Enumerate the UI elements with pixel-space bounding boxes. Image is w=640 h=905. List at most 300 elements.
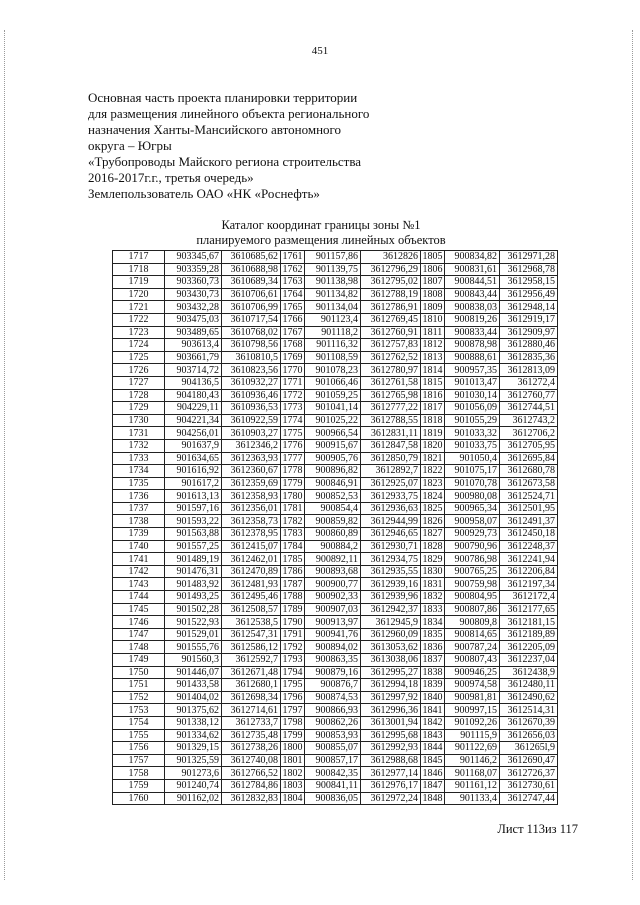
point-number-cell: 1765	[282, 301, 303, 313]
y-coordinate-cell: 3612592,7	[222, 654, 281, 667]
x-coordinate-cell: 901240,74	[165, 779, 222, 792]
x-coordinate-cell: 901597,16	[165, 502, 222, 515]
y-coordinate-cell: 3612747,44	[500, 792, 558, 805]
y-coordinate-cell: 3612850,79	[361, 452, 421, 465]
header-line: округа – Югры	[88, 138, 172, 153]
header-line: для размещения линейного объекта регионального	[88, 106, 370, 121]
point-number-cell: 1824	[422, 490, 443, 502]
x-coordinate-cell: 900807,86	[445, 603, 500, 616]
x-coordinate-cell: 901617,2	[165, 477, 222, 490]
x-coordinate-cell: 901055,29	[445, 414, 500, 427]
y-coordinate-cell: 3612777,22	[361, 402, 421, 415]
point-number-cell: 1771	[282, 377, 303, 389]
header-line: 2016-2017г.г., третья очередь»	[88, 170, 254, 185]
point-number-cell: 1847	[422, 780, 443, 792]
y-coordinate-cell: 3612760,91	[361, 326, 421, 339]
table-row	[113, 276, 558, 289]
table-row	[113, 540, 558, 553]
x-coordinate-cell: 900902,33	[305, 591, 361, 604]
x-coordinate-cell: 900787,24	[445, 641, 500, 654]
point-number-cell: 1834	[422, 616, 443, 628]
y-coordinate-cell: 3612744,51	[500, 402, 558, 415]
y-coordinate-cell: 3612971,28	[500, 251, 558, 264]
point-number-cell: 1815	[422, 377, 443, 389]
y-coordinate-cell: 3612189,89	[500, 628, 558, 641]
point-number-cell: 1719	[113, 276, 165, 289]
x-coordinate-cell: 901168,07	[445, 767, 500, 780]
y-coordinate-cell: 3612762,52	[361, 351, 421, 364]
right-scan-edge	[632, 30, 635, 880]
point-number-cell: 1788	[282, 591, 303, 603]
x-coordinate-cell: 903475,03	[165, 313, 222, 326]
y-coordinate-cell: 3612795,02	[361, 276, 421, 289]
y-coordinate-cell: 3612733,7	[222, 716, 281, 729]
x-coordinate-cell: 900786,98	[445, 553, 500, 566]
point-number-cell: 1746	[113, 616, 165, 629]
y-coordinate-cell: 3612925,07	[361, 477, 421, 490]
x-coordinate-cell: 901489,19	[165, 553, 222, 566]
x-coordinate-cell: 900804,95	[445, 591, 500, 604]
y-coordinate-cell: 3610688,98	[222, 263, 281, 276]
point-number-cell: 1843	[422, 729, 443, 741]
x-coordinate-cell: 903432,28	[165, 301, 222, 314]
y-coordinate-cell: 3612671,48	[222, 666, 281, 679]
y-coordinate-cell: 3612988,68	[361, 754, 421, 767]
y-coordinate-cell: 3612356,01	[222, 502, 281, 515]
y-coordinate-cell: 3612835,36	[500, 351, 558, 364]
x-coordinate-cell: 900838,03	[445, 301, 500, 314]
x-coordinate-cell: 901075,17	[445, 465, 500, 478]
table-row	[113, 792, 558, 805]
y-coordinate-cell: 3612960,09	[361, 628, 421, 641]
point-number-cell: 1770	[282, 364, 303, 376]
point-number-cell: 1807	[422, 276, 443, 288]
y-coordinate-cell: 3612786,91	[361, 301, 421, 314]
y-coordinate-cell: 3612831,11	[361, 427, 421, 440]
table-row	[113, 779, 558, 792]
y-coordinate-cell: 3612462,01	[222, 553, 281, 566]
sheet-footer: Лист 113из 117	[497, 822, 578, 836]
point-number-cell: 1763	[282, 276, 303, 288]
y-coordinate-cell: 3610685,62	[222, 251, 281, 264]
y-coordinate-cell: 3612656,03	[500, 729, 558, 742]
y-coordinate-cell: 3610768,02	[222, 326, 281, 339]
header-line: Землепользователь ОАО «НК «Роснефть»	[88, 186, 320, 201]
y-coordinate-cell: 3612481,93	[222, 578, 281, 591]
coordinates-table	[112, 250, 558, 805]
x-coordinate-cell: 900841,11	[305, 779, 361, 792]
point-number-cell: 1821	[422, 452, 443, 464]
point-number-cell: 1822	[422, 465, 443, 477]
y-coordinate-cell: 3612892,7	[361, 465, 421, 478]
y-coordinate-cell: 3612743,2	[500, 414, 558, 427]
y-coordinate-cell: 3612670,39	[500, 716, 558, 729]
y-coordinate-cell: 3612958,15	[500, 276, 558, 289]
table-row	[113, 666, 558, 679]
x-coordinate-cell: 901563,88	[165, 528, 222, 541]
point-number-cell: 1776	[282, 440, 303, 452]
y-coordinate-cell: 3612939,16	[361, 578, 421, 591]
x-coordinate-cell: 901446,07	[165, 666, 222, 679]
point-number-cell: 1791	[282, 629, 303, 641]
table-row	[113, 679, 558, 692]
y-coordinate-cell: 3612698,34	[222, 691, 281, 704]
y-coordinate-cell: 3612995,27	[361, 666, 421, 679]
x-coordinate-cell: 900866,93	[305, 704, 361, 717]
point-number-cell: 1778	[282, 465, 303, 477]
point-number-cell: 1758	[113, 767, 165, 780]
table-row	[113, 716, 558, 729]
x-coordinate-cell: 900974,58	[445, 679, 500, 692]
x-coordinate-cell: 901616,92	[165, 465, 222, 478]
table-row	[113, 729, 558, 742]
point-number-cell: 1787	[282, 578, 303, 590]
point-number-cell: 1828	[422, 540, 443, 552]
x-coordinate-cell: 900834,82	[445, 251, 500, 264]
point-number-cell: 1721	[113, 301, 165, 314]
point-number-cell: 1772	[282, 389, 303, 401]
table-row	[113, 263, 558, 276]
y-coordinate-cell: 3612766,52	[222, 767, 281, 780]
x-coordinate-cell: 900913,97	[305, 616, 361, 629]
table-row	[113, 591, 558, 604]
y-coordinate-cell: 3612490,62	[500, 691, 558, 704]
point-number-cell: 1808	[422, 289, 443, 301]
y-coordinate-cell: 3612706,2	[500, 427, 558, 440]
x-coordinate-cell: 901133,4	[445, 792, 500, 805]
point-number-cell: 1783	[282, 528, 303, 540]
y-coordinate-cell: 3612491,37	[500, 515, 558, 528]
table-row	[113, 465, 558, 478]
point-number-cell: 1839	[422, 679, 443, 691]
table-row	[113, 654, 558, 667]
point-number-cell: 1842	[422, 717, 443, 729]
point-number-cell: 1784	[282, 540, 303, 552]
y-coordinate-cell: 3612359,69	[222, 477, 281, 490]
point-number-cell: 1735	[113, 477, 165, 490]
point-number-cell: 1747	[113, 628, 165, 641]
x-coordinate-cell: 901637,9	[165, 439, 222, 452]
table-row	[113, 553, 558, 566]
x-coordinate-cell: 901050,4	[445, 452, 500, 465]
y-coordinate-cell: 3612976,17	[361, 779, 421, 792]
x-coordinate-cell: 901162,02	[165, 792, 222, 805]
point-number-cell: 1764	[282, 289, 303, 301]
y-coordinate-cell: 3613001,94	[361, 716, 421, 729]
point-number-cell: 1799	[282, 729, 303, 741]
point-number-cell: 1846	[422, 767, 443, 779]
y-coordinate-cell: 3612796,29	[361, 263, 421, 276]
y-coordinate-cell: 3612992,93	[361, 742, 421, 755]
point-number-cell: 1741	[113, 553, 165, 566]
y-coordinate-cell: 3612501,95	[500, 502, 558, 515]
point-number-cell: 1726	[113, 364, 165, 377]
y-coordinate-cell: 3612360,67	[222, 465, 281, 478]
y-coordinate-cell: 3612241,94	[500, 553, 558, 566]
y-coordinate-cell: 3612495,46	[222, 591, 281, 604]
header-line: «Трубопроводы Майского региона строительства	[88, 154, 362, 169]
y-coordinate-cell: 3610689,34	[222, 276, 281, 289]
y-coordinate-cell: 3612765,98	[361, 389, 421, 402]
table-row	[113, 767, 558, 780]
x-coordinate-cell: 904229,11	[165, 402, 222, 415]
point-number-cell: 1744	[113, 591, 165, 604]
y-coordinate-cell: 3612740,08	[222, 754, 281, 767]
x-coordinate-cell: 901613,13	[165, 490, 222, 503]
table-row	[113, 704, 558, 717]
point-number-cell: 1832	[422, 591, 443, 603]
point-number-cell: 1766	[282, 314, 303, 326]
table-row	[113, 628, 558, 641]
y-coordinate-cell: 3612547,31	[222, 628, 281, 641]
x-coordinate-cell: 903489,65	[165, 326, 222, 339]
x-coordinate-cell: 901138,98	[305, 276, 361, 289]
point-number-cell: 1734	[113, 465, 165, 478]
y-coordinate-cell: 3612847,58	[361, 439, 421, 452]
y-coordinate-cell: 3612996,36	[361, 704, 421, 717]
y-coordinate-cell: 3610823,56	[222, 364, 281, 377]
x-coordinate-cell: 900814,65	[445, 628, 500, 641]
point-number-cell: 1798	[282, 717, 303, 729]
point-number-cell: 1831	[422, 578, 443, 590]
point-number-cell: 1774	[282, 415, 303, 427]
x-coordinate-cell: 900966,54	[305, 427, 361, 440]
table-row	[113, 364, 558, 377]
point-number-cell: 1810	[422, 314, 443, 326]
y-coordinate-cell: 3612942,37	[361, 603, 421, 616]
point-number-cell: 1779	[282, 477, 303, 489]
point-number-cell: 1732	[113, 439, 165, 452]
point-number-cell: 1757	[113, 754, 165, 767]
x-coordinate-cell: 901433,58	[165, 679, 222, 692]
y-coordinate-cell: 3612977,14	[361, 767, 421, 780]
point-number-cell: 1752	[113, 691, 165, 704]
x-coordinate-cell: 900874,53	[305, 691, 361, 704]
y-coordinate-cell: 3610936,53	[222, 402, 281, 415]
y-coordinate-cell: 3612673,58	[500, 477, 558, 490]
x-coordinate-cell: 901059,25	[305, 389, 361, 402]
x-coordinate-cell: 900980,08	[445, 490, 500, 503]
point-number-cell: 1802	[282, 767, 303, 779]
y-coordinate-cell: 3612508,57	[222, 603, 281, 616]
header-line: Основная часть проекта планировки территории	[88, 90, 358, 105]
table-row	[113, 402, 558, 415]
y-coordinate-cell: 3612945,9	[361, 616, 421, 629]
x-coordinate-cell: 900905,76	[305, 452, 361, 465]
point-number-cell: 1817	[422, 402, 443, 414]
x-coordinate-cell: 900876,7	[305, 679, 361, 692]
table-row	[113, 515, 558, 528]
x-coordinate-cell: 900862,26	[305, 716, 361, 729]
point-number-cell: 1759	[113, 779, 165, 792]
y-coordinate-cell: 3612968,78	[500, 263, 558, 276]
y-coordinate-cell: 3612930,71	[361, 540, 421, 553]
point-number-cell: 1743	[113, 578, 165, 591]
y-coordinate-cell: 3612690,47	[500, 754, 558, 767]
catalog-title	[112, 218, 530, 248]
x-coordinate-cell: 901560,3	[165, 654, 222, 667]
x-coordinate-cell: 903714,72	[165, 364, 222, 377]
point-number-cell: 1724	[113, 339, 165, 352]
x-coordinate-cell: 901404,02	[165, 691, 222, 704]
y-coordinate-cell: 3612788,55	[361, 414, 421, 427]
x-coordinate-cell: 900997,15	[445, 704, 500, 717]
point-number-cell: 1753	[113, 704, 165, 717]
y-coordinate-cell: 3612726,37	[500, 767, 558, 780]
x-coordinate-cell: 900965,34	[445, 502, 500, 515]
point-number-cell: 1727	[113, 376, 165, 389]
x-coordinate-cell: 900790,96	[445, 540, 500, 553]
left-scan-edge	[4, 30, 7, 880]
y-coordinate-cell: 3612735,48	[222, 729, 281, 742]
x-coordinate-cell: 901139,75	[305, 263, 361, 276]
y-coordinate-cell: 3612197,34	[500, 578, 558, 591]
point-number-cell: 1794	[282, 666, 303, 678]
point-number-cell: 1748	[113, 641, 165, 654]
point-number-cell: 1818	[422, 415, 443, 427]
y-coordinate-cell: 3612780,97	[361, 364, 421, 377]
table-row	[113, 301, 558, 314]
x-coordinate-cell: 900807,43	[445, 654, 500, 667]
point-number-cell: 1806	[422, 263, 443, 275]
y-coordinate-cell: 3612705,95	[500, 439, 558, 452]
y-coordinate-cell: 3610922,59	[222, 414, 281, 427]
y-coordinate-cell: 3612248,37	[500, 540, 558, 553]
x-coordinate-cell: 900844,51	[445, 276, 500, 289]
x-coordinate-cell: 901329,15	[165, 742, 222, 755]
point-number-cell: 1833	[422, 603, 443, 615]
x-coordinate-cell: 901273,6	[165, 767, 222, 780]
point-number-cell: 1767	[282, 326, 303, 338]
x-coordinate-cell: 901522,93	[165, 616, 222, 629]
point-number-cell: 1841	[422, 704, 443, 716]
y-coordinate-cell: 3612769,45	[361, 313, 421, 326]
point-number-cell: 1725	[113, 351, 165, 364]
y-coordinate-cell: 361272,4	[500, 376, 558, 389]
x-coordinate-cell: 900843,44	[445, 288, 500, 301]
y-coordinate-cell: 3612378,95	[222, 528, 281, 541]
header-line: назначения Ханты-Мансийского автономного	[88, 122, 342, 137]
point-number-cell: 1820	[422, 440, 443, 452]
x-coordinate-cell: 901555,76	[165, 641, 222, 654]
point-number-cell: 1795	[282, 679, 303, 691]
y-coordinate-cell: 3612415,07	[222, 540, 281, 553]
catalog-title-line: планируемого размещения линейных объектов	[196, 233, 446, 247]
table-row	[113, 477, 558, 490]
point-number-cell: 1796	[282, 692, 303, 704]
y-coordinate-cell: 3612939,96	[361, 591, 421, 604]
y-coordinate-cell: 3613038,06	[361, 654, 421, 667]
point-number-cell: 1812	[422, 339, 443, 351]
table-row	[113, 490, 558, 503]
x-coordinate-cell: 900900,77	[305, 578, 361, 591]
y-coordinate-cell: 3612237,04	[500, 654, 558, 667]
point-number-cell: 1756	[113, 742, 165, 755]
x-coordinate-cell: 900855,07	[305, 742, 361, 755]
point-number-cell: 1729	[113, 402, 165, 415]
point-number-cell: 1722	[113, 313, 165, 326]
point-number-cell: 1728	[113, 389, 165, 402]
point-number-cell: 1848	[422, 792, 443, 804]
y-coordinate-cell: 3612946,65	[361, 528, 421, 541]
y-coordinate-cell: 3612450,18	[500, 528, 558, 541]
x-coordinate-cell: 900894,02	[305, 641, 361, 654]
x-coordinate-cell: 900863,35	[305, 654, 361, 667]
point-number-cell: 1830	[422, 566, 443, 578]
point-number-cell: 1731	[113, 427, 165, 440]
x-coordinate-cell: 900857,17	[305, 754, 361, 767]
point-number-cell: 1793	[282, 654, 303, 666]
y-coordinate-cell: 3612909,97	[500, 326, 558, 339]
table-row	[113, 502, 558, 515]
x-coordinate-cell: 901476,31	[165, 565, 222, 578]
y-coordinate-cell: 3610936,46	[222, 389, 281, 402]
y-coordinate-cell: 3612680,78	[500, 465, 558, 478]
table-row	[113, 754, 558, 767]
x-coordinate-cell: 903430,73	[165, 288, 222, 301]
point-number-cell: 1736	[113, 490, 165, 503]
x-coordinate-cell: 901066,46	[305, 376, 361, 389]
y-coordinate-cell: 3612680,1	[222, 679, 281, 692]
x-coordinate-cell: 900842,35	[305, 767, 361, 780]
y-coordinate-cell: 3612358,73	[222, 515, 281, 528]
y-coordinate-cell: 3612358,93	[222, 490, 281, 503]
x-coordinate-cell: 900915,67	[305, 439, 361, 452]
x-coordinate-cell: 901338,12	[165, 716, 222, 729]
x-coordinate-cell: 900819,26	[445, 313, 500, 326]
point-number-cell: 1811	[421, 326, 445, 339]
point-number-cell: 1775	[282, 427, 303, 439]
x-coordinate-cell: 901033,75	[445, 439, 500, 452]
point-number-cell: 1792	[282, 641, 303, 653]
point-number-cell: 1762	[282, 263, 303, 275]
y-coordinate-cell: 3612524,71	[500, 490, 558, 503]
x-coordinate-cell: 901030,14	[445, 389, 500, 402]
x-coordinate-cell: 901146,2	[445, 754, 500, 767]
point-number-cell: 1826	[422, 515, 443, 527]
point-number-cell: 1819	[422, 427, 443, 439]
point-number-cell: 1730	[113, 414, 165, 427]
y-coordinate-cell: 3610903,27	[222, 427, 281, 440]
point-number-cell: 1769	[282, 352, 303, 364]
y-coordinate-cell: 3612935,55	[361, 565, 421, 578]
point-number-cell: 1782	[282, 515, 303, 527]
y-coordinate-cell: 361265l,9	[500, 742, 558, 755]
point-number-cell: 1750	[113, 666, 165, 679]
x-coordinate-cell: 900896,82	[305, 465, 361, 478]
point-number-cell: 1838	[422, 666, 443, 678]
x-coordinate-cell: 904180,43	[165, 389, 222, 402]
x-coordinate-cell: 900852,53	[305, 490, 361, 503]
point-number-cell: 1737	[113, 502, 165, 515]
x-coordinate-cell: 901134,82	[305, 288, 361, 301]
y-coordinate-cell: 3612757,83	[361, 339, 421, 352]
point-number-cell: 1754	[113, 716, 165, 729]
x-coordinate-cell: 900892,11	[305, 553, 361, 566]
y-coordinate-cell: 3612538,5	[222, 616, 281, 629]
x-coordinate-cell: 901092,26	[445, 716, 500, 729]
y-coordinate-cell: 3612761,58	[361, 376, 421, 389]
x-coordinate-cell: 901033,32	[445, 427, 500, 440]
x-coordinate-cell: 901041,14	[305, 402, 361, 415]
y-coordinate-cell: 3612181,15	[500, 616, 558, 629]
x-coordinate-cell: 900765,25	[445, 565, 500, 578]
point-number-cell: 1781	[282, 503, 303, 515]
x-coordinate-cell: 900957,35	[445, 364, 500, 377]
y-coordinate-cell: 3610706,99	[222, 301, 281, 314]
point-number-cell: 1845	[422, 755, 443, 767]
y-coordinate-cell: 3612832,83	[222, 792, 281, 805]
